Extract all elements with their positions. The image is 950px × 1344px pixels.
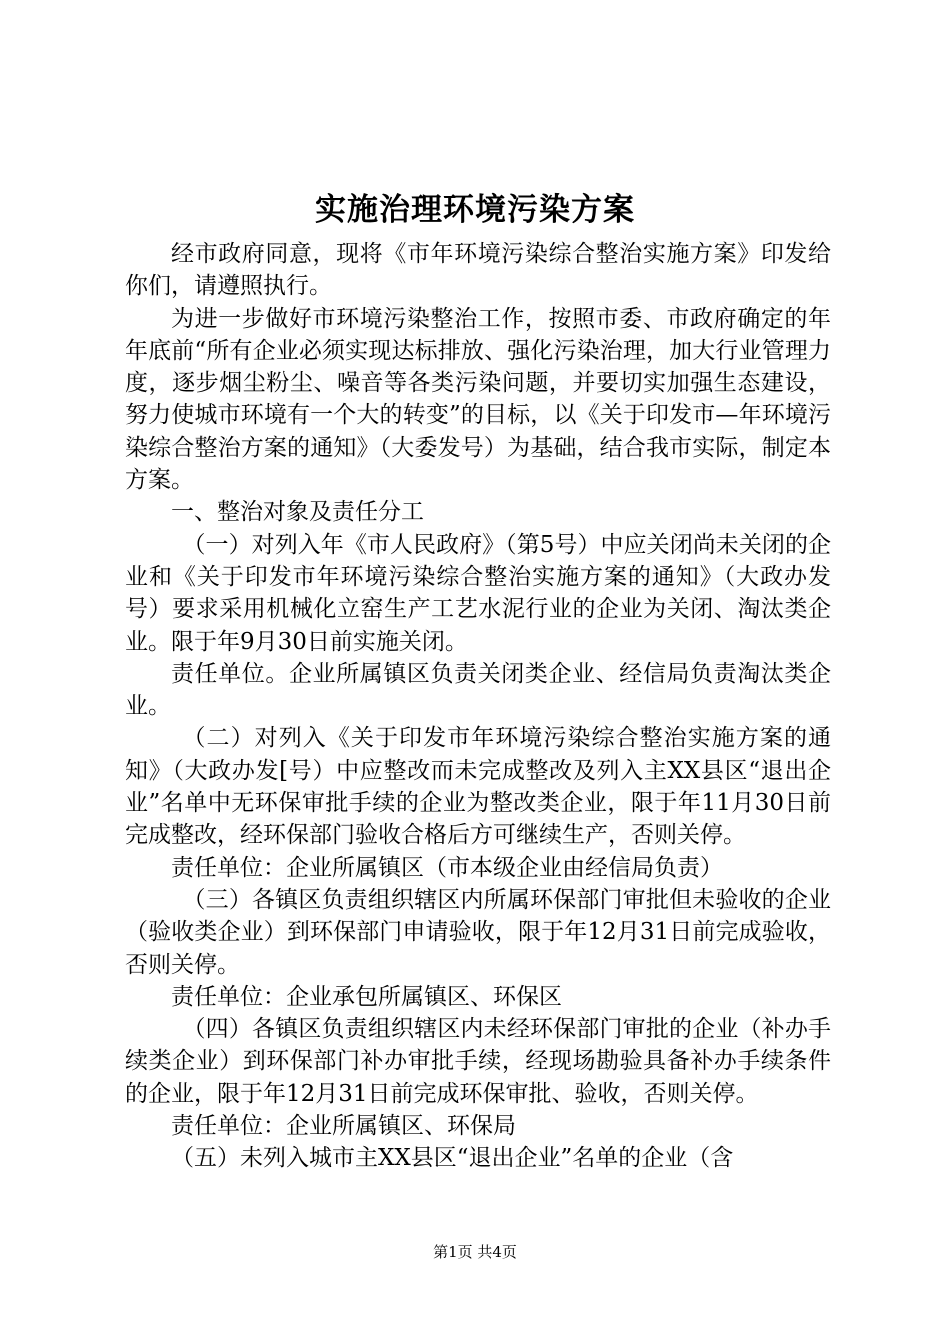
paragraph-item-1: （一）对列入年《市人民政府》（第5号）中应关闭尚未关闭的企业和《关于印发市年环境污染综合整治实施方案的通知》（大政办发号）要求采用机械化立窑生产工艺水泥行业的企业为关闭、淘汰类企业。限于年9月30日前实施关闭。 bbox=[125, 531, 831, 655]
page-footer: 第1页 共4页 bbox=[433, 1243, 517, 1261]
paragraph-item-2: （二）对列入《关于印发市年环境污染综合整治实施方案的通知》（大政办发[号）中应整改而未完成整改及列入主XX县区“退出企业”名单中无环保审批手续的企业为整改类企业，限于年11月30日前完成整改，经环保部门验收合格后方可继续生产，否则关停。 bbox=[125, 725, 831, 849]
paragraph-responsibility-3: 责任单位：企业承包所属镇区、环保区 bbox=[171, 983, 562, 1010]
document-body bbox=[125, 238, 831, 1175]
paragraph-item-5: （五）未列入城市主XX县区“退出企业”名单的企业（含 bbox=[171, 1145, 734, 1172]
paragraph-intro: 经市政府同意，现将《市年环境污染综合整治实施方案》印发给你们，请遵照执行。 bbox=[125, 241, 831, 300]
paragraph-item-4: （四）各镇区负责组织辖区内未经环保部门审批的企业（补办手续类企业）到环保部门补办审批手续，经现场勘验具备补办手续条件的企业，限于年12月31日前完成环保审批、验收，否则关停。 bbox=[125, 1016, 831, 1107]
paragraph-responsibility-2: 责任单位：企业所属镇区（市本级企业由经信局负责） bbox=[171, 854, 723, 881]
paragraph-item-3: （三）各镇区负责组织辖区内所属环保部门审批但未验收的企业（验收类企业）到环保部门申请验收，限于年12月31日前完成验收，否则关停。 bbox=[125, 886, 831, 978]
section-heading-1: 一、整治对象及责任分工 bbox=[171, 499, 424, 526]
paragraph-purpose: 为进一步做好市环境污染整治工作，按照市委、市政府确定的年年底前“所有企业必须实现达标排放、强化污染治理，加大行业管理力度，逐步烟尘粉尘、噪音等各类污染问题，并要切实加强生态建设，努力使城市环境有一个大的转变”的目标，以《关于印发市—年环境污染综合整治方案的通知》（大委发号）为基础，结合我市实际，制定本方案。 bbox=[125, 305, 831, 494]
paragraph-responsibility-4: 责任单位：企业所属镇区、环保局 bbox=[171, 1113, 516, 1140]
document-title: 实施治理环境污染方案 bbox=[315, 192, 635, 228]
paragraph-responsibility-1: 责任单位。企业所属镇区负责关闭类企业、经信局负责淘汰类企业。 bbox=[125, 660, 831, 720]
